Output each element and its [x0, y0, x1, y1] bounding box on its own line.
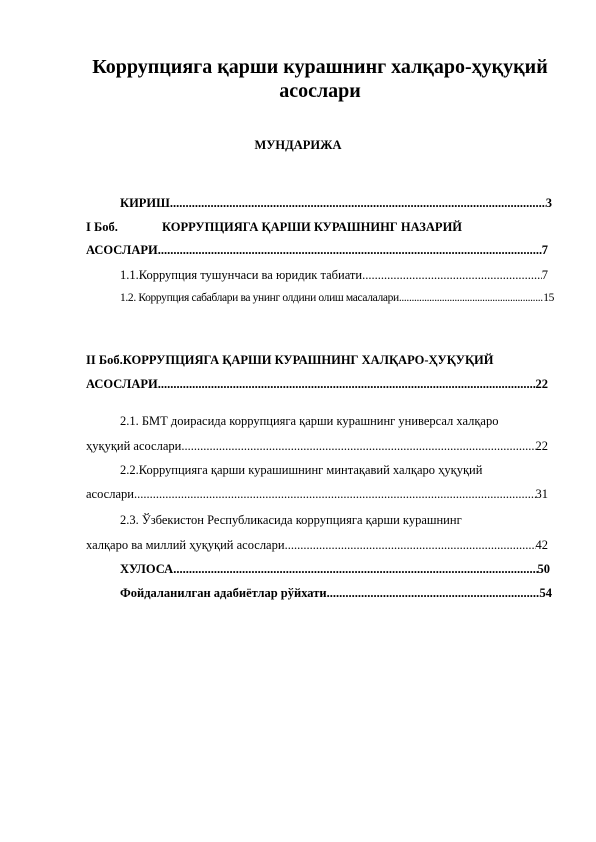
toc-entry-label: Фойдаланилган адабиётлар рўйхати — [120, 586, 327, 600]
toc-page-number: 42 — [535, 538, 548, 552]
toc-heading: МУНДАРИЖА — [254, 138, 342, 152]
toc-section-2-1-line1 — [120, 414, 556, 429]
dot-leader — [170, 196, 546, 211]
toc-page-number: 50 — [537, 562, 550, 576]
section-title-cont: ҳуқуқий асослари — [86, 439, 182, 453]
toc-section-1-2 — [120, 292, 554, 304]
dot-leader — [399, 292, 543, 304]
toc-page-number: 54 — [539, 586, 552, 600]
toc-entry-label: КИРИШ — [120, 196, 170, 210]
section-title: 2.2.Коррупцияга қарши курашишнинг минтақавий халқаро ҳуқуқий — [120, 463, 483, 477]
toc-section-1-1 — [120, 268, 548, 283]
dot-leader — [285, 538, 536, 553]
dot-leader — [327, 586, 540, 601]
section-title-cont: халқаро ва миллий ҳуқуқий асослари — [86, 538, 285, 552]
toc-chapter2-line1 — [86, 353, 556, 368]
toc-page-number: 22 — [535, 439, 548, 453]
toc-section-2-1-line2 — [86, 439, 548, 454]
toc-page-number: 3 — [545, 196, 552, 210]
section-title: 1.2. Коррупция сабаблари ва унинг олдини олиш масалалари — [120, 292, 399, 304]
toc-entry-intro — [120, 196, 552, 211]
section-title: 2.1. БМТ доирасида коррупцияга қарши курашнинг универсал халқаро — [120, 414, 499, 428]
section-title: 1.1.Коррупция тушунчаси ва юридик табиати — [120, 268, 363, 282]
toc-chapter1-line1 — [86, 220, 556, 235]
toc-section-2-3-line1 — [120, 513, 556, 528]
dot-leader — [158, 377, 536, 392]
toc-page-number: 22 — [535, 377, 548, 391]
chapter-title-cont: АСОСЛАРИ — [86, 243, 158, 257]
section-title: 2.3. Ўзбекистон Республикасида коррупцияга қарши курашнинг — [120, 513, 462, 527]
toc-page-number: 7 — [541, 268, 548, 282]
toc-page-number: 31 — [535, 487, 548, 501]
section-title-cont: асослари — [86, 487, 134, 501]
chapter-title-cont: АСОСЛАРИ — [86, 377, 158, 391]
toc-entry-conclusion — [120, 562, 550, 577]
dot-leader — [158, 243, 542, 258]
dot-leader — [362, 268, 542, 283]
chapter-title: II Боб.КОРРУПЦИЯГА ҚАРШИ КУРАШНИНГ ХАЛҚАРО-ҲУҚУҚИЙ — [86, 353, 494, 367]
toc-entry-label: ХУЛОСА — [120, 562, 174, 576]
dot-leader — [181, 439, 535, 454]
toc-section-2-2-line2 — [86, 487, 548, 502]
chapter-label: I Боб. — [86, 220, 118, 234]
dot-leader — [134, 487, 536, 502]
toc-page-number: 7 — [541, 243, 548, 257]
document-title: Коррупцияга қарши курашнинг халқаро-ҳуқуқий асослари — [92, 56, 548, 102]
toc-section-2-3-line2 — [86, 538, 548, 553]
toc-entry-references — [120, 586, 552, 601]
dot-leader — [173, 562, 537, 577]
chapter-title: КОРРУПЦИЯГА ҚАРШИ КУРАШНИНГ НАЗАРИЙ — [162, 220, 463, 234]
toc-chapter2-line2 — [86, 377, 548, 392]
toc-section-2-2-line1 — [120, 463, 556, 478]
toc-page-number: 15 — [543, 292, 554, 304]
toc-chapter1-line2 — [86, 243, 548, 258]
